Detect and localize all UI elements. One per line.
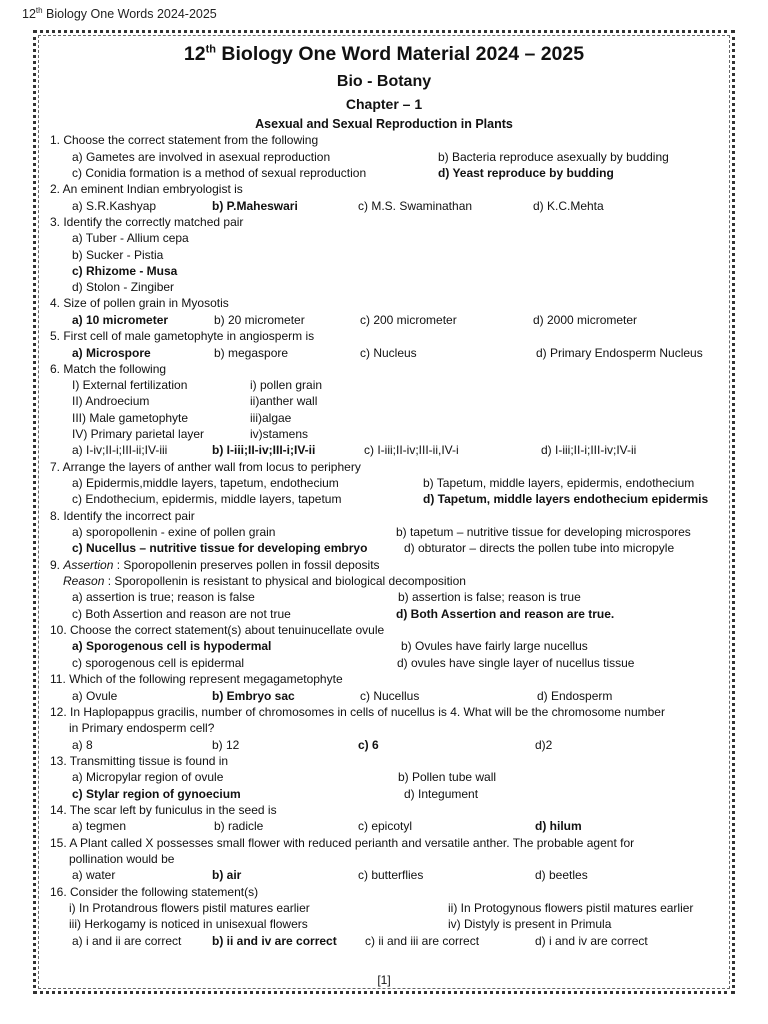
question-7-option-c: c) Endothecium, epidermis, middle layers, tapetum	[72, 492, 342, 506]
question-6-option-d: d) I-iii;II-i;III-iv;IV-ii	[541, 443, 637, 457]
question-14-option-b: b) radicle	[214, 819, 264, 833]
question-14-option-c: c) epicotyl	[358, 819, 413, 833]
question-1-option-b: b) Bacteria reproduce asexually by budding	[438, 150, 669, 164]
question-9-option-a: a) assertion is true; reason is false	[72, 590, 255, 604]
question-2-option-a: a) S.R.Kashyap	[72, 199, 157, 213]
question-2-stem: 2. An eminent Indian embryologist is	[50, 182, 243, 196]
topic-title: Asexual and Sexual Reproduction in Plants	[255, 117, 513, 131]
question-8-option-c-answer: c) Nucellus – nutritive tissue for developing embryo	[72, 541, 368, 555]
question-1-option-c: c) Conidia formation is a method of sexual reproduction	[72, 166, 367, 180]
question-6-stem: 6. Match the following	[50, 362, 167, 376]
question-13-option-d: d) Integument	[404, 787, 479, 801]
question-10-option-a-answer: a) Sporogenous cell is hypodermal	[72, 639, 272, 653]
question-11-option-b-answer: b) Embryo sac	[212, 689, 295, 703]
question-6-option-c: c) I-iii;II-iv;III-ii,IV-i	[364, 443, 459, 457]
question-4-option-b: b) 20 micrometer	[214, 313, 305, 327]
question-12-stem-continued: in Primary endosperm cell?	[69, 721, 215, 735]
question-16-statement-4: iv) Distyly is present in Primula	[448, 917, 612, 931]
page-number: [1]	[377, 973, 391, 987]
question-16-option-b-answer: b) ii and iv are correct	[212, 934, 337, 948]
question-11-stem: 11. Which of the following represent megagametophyte	[50, 672, 343, 686]
question-15-option-c: c) butterflies	[358, 868, 424, 882]
question-16-stem: 16. Consider the following statement(s)	[50, 885, 259, 899]
question-15-stem: 15. A Plant called X possesses small flower with reduced perianth and versatile anther. The probable agent for	[50, 836, 635, 850]
question-3-option-b: b) Sucker - Pistia	[72, 248, 164, 262]
question-11-option-d: d) Endosperm	[537, 689, 613, 703]
question-11-option-a: a) Ovule	[72, 689, 118, 703]
question-5-option-c: c) Nucleus	[360, 346, 417, 360]
question-16-statement-2: ii) In Protogynous flowers pistil matures earlier	[448, 901, 694, 915]
question-10-option-c: c) sporogenous cell is epidermal	[72, 656, 245, 670]
question-3-option-c-answer: c) Rhizome - Musa	[72, 264, 178, 278]
question-8-stem: 8. Identify the incorrect pair	[50, 509, 195, 523]
question-12-option-b: b) 12	[212, 738, 240, 752]
question-4-option-a-answer: a) 10 micrometer	[72, 313, 169, 327]
question-2-option-c: c) M.S. Swaminathan	[358, 199, 473, 213]
match-right-item: ii)anther wall	[250, 394, 318, 408]
question-8-option-b: b) tapetum – nutritive tissue for developing microspores	[396, 525, 691, 539]
question-16-option-c: c) ii and iii are correct	[365, 934, 480, 948]
question-7-option-b: b) Tapetum, middle layers, epidermis, endothecium	[423, 476, 695, 490]
question-14-stem: 14. The scar left by funiculus in the seed is	[50, 803, 277, 817]
question-9-option-b: b) assertion is false; reason is true	[398, 590, 581, 604]
subject-title: Bio - Botany	[336, 73, 432, 90]
question-4-stem: 4. Size of pollen grain in Myosotis	[50, 296, 229, 310]
question-13-option-c-answer: c) Stylar region of gynoecium	[72, 787, 241, 801]
question-3-option-d: d) Stolon - Zingiber	[72, 280, 175, 294]
running-header: 12th Biology One Words 2024-2025	[22, 6, 217, 22]
question-8-option-d: d) obturator – directs the pollen tube into micropyle	[404, 541, 675, 555]
question-6-option-b-answer: b) I-iii;II-iv;III-i;IV-ii	[212, 443, 316, 457]
question-5-option-d: d) Primary Endosperm Nucleus	[536, 346, 703, 360]
question-2-option-b-answer: b) P.Maheswari	[212, 199, 298, 213]
question-4-option-d: d) 2000 micrometer	[533, 313, 638, 327]
question-9-assertion: 9. Assertion : Sporopollenin preserves pollen in fossil deposits	[50, 558, 380, 572]
match-left-item: I) External fertilization	[72, 378, 188, 392]
question-12-option-a: a) 8	[72, 738, 93, 752]
question-15-option-b-answer: b) air	[212, 868, 242, 882]
question-8-option-a: a) sporopollenin - exine of pollen grain	[72, 525, 276, 539]
match-left-item: IV) Primary parietal layer	[72, 427, 205, 441]
match-left-item: III) Male gametophyte	[72, 411, 189, 425]
question-16-option-a: a) i and ii are correct	[72, 934, 182, 948]
question-14-option-a: a) tegmen	[72, 819, 127, 833]
match-right-item: i) pollen grain	[250, 378, 323, 392]
question-15-option-d: d) beetles	[535, 868, 588, 882]
question-9-option-c: c) Both Assertion and reason are not true	[72, 607, 291, 621]
question-16-statement-1: i) In Protandrous flowers pistil matures earlier	[69, 901, 310, 915]
question-12-option-d: d)2	[535, 738, 553, 752]
question-2-option-d: d) K.C.Mehta	[533, 199, 604, 213]
question-7-option-d-answer: d) Tapetum, middle layers endothecium epidermis	[423, 492, 709, 506]
question-15-option-a: a) water	[72, 868, 116, 882]
question-10-option-b: b) Ovules have fairly large nucellus	[401, 639, 588, 653]
question-14-option-d-answer: d) hilum	[535, 819, 582, 833]
question-1-option-d-answer: d) Yeast reproduce by budding	[438, 166, 614, 180]
question-5-stem: 5. First cell of male gametophyte in angiosperm is	[50, 329, 315, 343]
question-6-option-a: a) I-iv;II-i;III-ii;IV-iii	[72, 443, 168, 457]
question-7-option-a: a) Epidermis,middle layers, tapetum, endothecium	[72, 476, 339, 490]
question-3-stem: 3. Identify the correctly matched pair	[50, 215, 244, 229]
question-10-stem: 10. Choose the correct statement(s) about tenuinucellate ovule	[50, 623, 385, 637]
question-7-stem: 7. Arrange the layers of anther wall from locus to periphery	[50, 460, 361, 474]
question-13-option-a: a) Micropylar region of ovule	[72, 770, 224, 784]
question-15-stem-continued: pollination would be	[69, 852, 175, 866]
question-10-option-d: d) ovules have single layer of nucellus tissue	[397, 656, 635, 670]
question-16-option-d: d) i and iv are correct	[535, 934, 648, 948]
question-9-reason: Reason : Sporopollenin is resistant to physical and biological decomposition	[63, 574, 466, 588]
question-13-stem: 13. Transmitting tissue is found in	[50, 754, 229, 768]
question-12-stem: 12. In Haplopappus gracilis, number of chromosomes in cells of nucellus is 4. What will be the chromosome number	[50, 705, 665, 719]
question-9-option-d-answer: d) Both Assertion and reason are true.	[396, 607, 615, 621]
question-4-option-c: c) 200 micrometer	[360, 313, 457, 327]
question-5-option-b: b) megaspore	[214, 346, 289, 360]
match-right-item: iv)stamens	[250, 427, 309, 441]
question-13-option-b: b) Pollen tube wall	[398, 770, 497, 784]
question-5-option-a-answer: a) Microspore	[72, 346, 151, 360]
match-left-item: II) Androecium	[72, 394, 150, 408]
chapter-title: Chapter – 1	[345, 96, 423, 112]
match-right-item: iii)algae	[250, 411, 292, 425]
question-16-statement-3: iii) Herkogamy is noticed in unisexual flowers	[69, 917, 308, 931]
question-11-option-c: c) Nucellus	[360, 689, 420, 703]
question-1-option-a: a) Gametes are involved in asexual reproduction	[72, 150, 331, 164]
question-1-stem: 1. Choose the correct statement from the following	[50, 133, 319, 147]
page-title: 12th Biology One Word Material 2024 – 2025	[183, 43, 585, 65]
question-3-option-a: a) Tuber - Allium cepa	[72, 231, 189, 245]
question-12-option-c-answer: c) 6	[358, 738, 379, 752]
